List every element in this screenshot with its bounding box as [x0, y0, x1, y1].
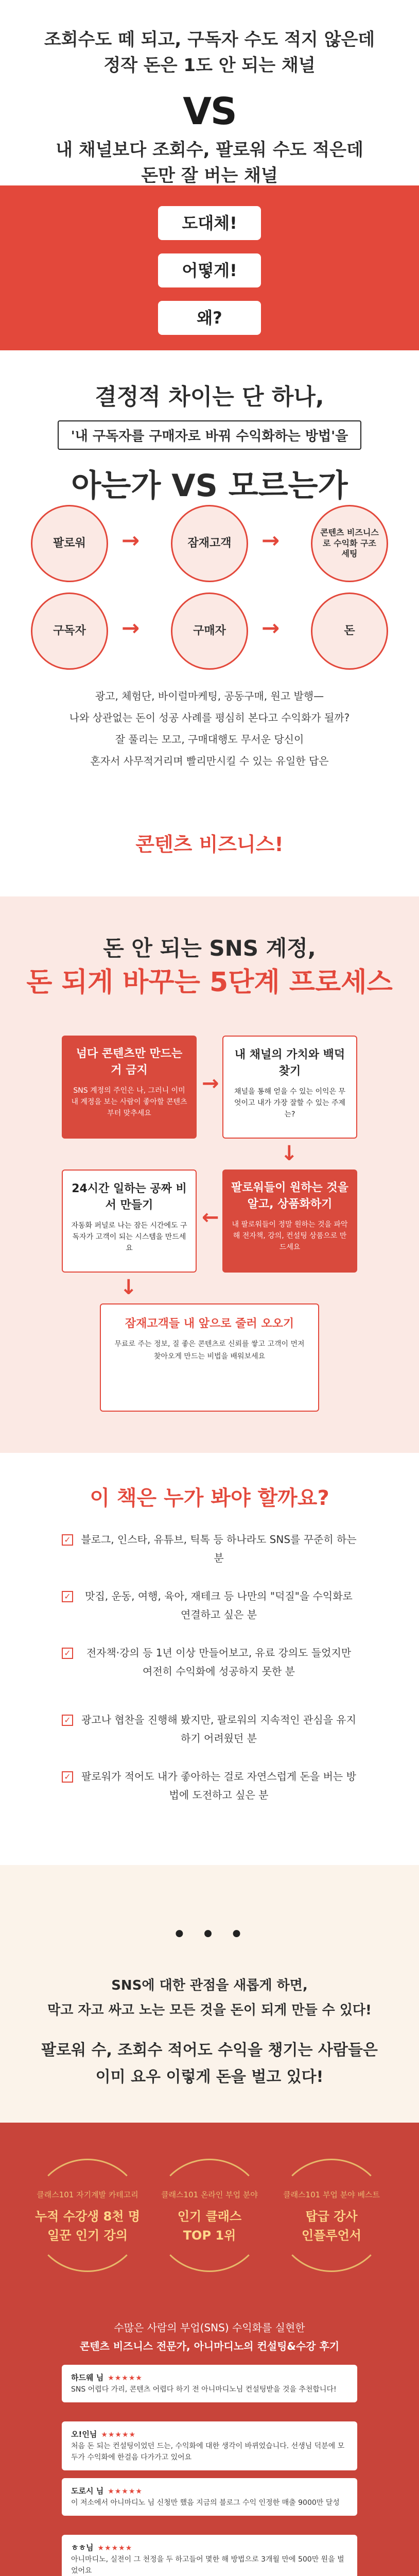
award-line: 클래스101 온라인 부업 분야	[161, 2190, 258, 2199]
question-pill-1: 도대체!	[158, 206, 261, 240]
reviewer-name: 오!인님	[71, 2430, 97, 2439]
checklist-item	[62, 1643, 357, 1681]
know-body-line: 잘 풀리는 모고, 구매대행도 무서운 당신이	[115, 733, 304, 745]
intro-text-1a: SNS에 대한 관점을 새롭게 하면,	[111, 1978, 308, 1993]
process-step-5	[100, 1303, 319, 1412]
ellipsis-dots: • • •	[172, 1920, 247, 1949]
arrow-down-icon: ↓	[281, 1142, 298, 1165]
review-card	[62, 2478, 357, 2516]
intro-section	[0, 1865, 419, 2123]
award-line: 탑급 강사	[305, 2209, 358, 2224]
review-card	[62, 2365, 357, 2402]
question-pill-2: 어떻게!	[158, 253, 261, 287]
know-title: 결정적 차이는 단 하나,	[95, 384, 324, 410]
flow-circle-follower: 팔로워	[31, 505, 108, 582]
know-conclusion: 콘텐츠 비즈니스!	[135, 833, 284, 856]
flow-circle-subscriber: 구독자	[31, 592, 108, 670]
flow-circle-business: 콘텐츠 비즈니스로 수익화 구조 세팅	[311, 505, 388, 582]
flow-row-1	[31, 505, 388, 592]
checklist-text: 맛집, 운동, 여행, 육아, 재테크 등 나만의 "덕질"을 수익화로 연결하고 싶은 분	[85, 1590, 353, 1621]
award-line: 인플루언서	[302, 2228, 361, 2243]
checklist-text: 팔로워가 적어도 내가 좋아하는 걸로 자연스럽게 돈을 버는 방법에 도전하고 싶은 분	[81, 1770, 356, 1801]
checkbox-icon: ✓	[62, 1648, 73, 1659]
award-badge	[153, 2159, 266, 2293]
process-section	[0, 896, 419, 1453]
flow-circle-prospect: 잠재고객	[171, 505, 248, 582]
checklist-item	[62, 1530, 357, 1567]
award-line: 인기 클래스	[177, 2209, 242, 2224]
step-desc: 내 팔로워들이 정말 원하는 것을 파악해 전자책, 강의, 컨설팅 상품으로 만드세요	[232, 1221, 348, 1251]
step-title: 넘다 콘텐츠만 만드는 거 금지	[76, 1047, 183, 1077]
reviewer-name: 하드웨 님	[71, 2373, 104, 2382]
flow-circle-buyer: 구매자	[171, 592, 248, 670]
step-title: 팔로워들이 원하는 것을 알고, 상품화하기	[231, 1181, 348, 1211]
process-title-2: 돈 되게 바꾸는 5단계 프로세스	[26, 967, 393, 998]
review-text: 이 저소에서 아니마디노 님 신청만 했음 지금의 블로그 수익 인정한 매출 9000만 달성	[71, 2499, 340, 2507]
review-card	[62, 2421, 357, 2470]
intro-text-2a: 팔로워 수, 조회수 적어도 수익을 챙기는 사람들은	[41, 2041, 378, 2059]
who-section	[0, 1453, 419, 1865]
arrow-right-icon: →	[202, 1072, 219, 1095]
who-title: 이 책은 누가 봐야 할까요?	[90, 1486, 329, 1510]
award-line: TOP 1위	[183, 2228, 236, 2243]
arrow-down-icon: ↓	[120, 1276, 137, 1299]
award-line: 클래스101 부업 분야 베스트	[283, 2190, 380, 2199]
process-step-2	[222, 1036, 357, 1139]
step-desc: SNS 계정의 주인은 나, 그러니 이미 내 계정을 보는 사람이 좋아할 콘텐츠부터 맞추세요	[71, 1087, 187, 1117]
know-body	[0, 685, 419, 772]
checklist-item	[62, 1587, 357, 1624]
know-body-line: 광고, 체험단, 바이럴마케팅, 공동구매, 원고 발행—	[95, 690, 324, 702]
why-section	[0, 185, 419, 350]
reviewer-name: ㅎㅎ님	[71, 2543, 94, 2552]
process-step-1	[62, 1036, 197, 1139]
hero-line-1a: 조회수도 떼 되고, 구독자 수도 적지 않은데	[44, 29, 375, 50]
arrow-right-icon: →	[261, 528, 280, 553]
hero-vs: VS	[183, 90, 236, 133]
step-title: 잠재고객들 내 앞으로 줄러 오오기	[125, 1317, 294, 1330]
review-card	[62, 2535, 357, 2576]
know-body-line: 혼자서 사무적거리며 빨리만시킬 수 있는 유일한 답은	[90, 755, 329, 767]
step-title: 내 채널의 가치와 백덕 찾기	[234, 1048, 345, 1078]
reviews-section	[0, 2123, 419, 2576]
review-text: 처음 돈 되는 컨설팅이었던 드는, 수익화에 대한 생각이 바뀌었습니다. 선생님 덕분에 모두가 수익화에 한걸음 다가가고 있어요	[71, 2442, 345, 2462]
know-boxed-text: '내 구독자를 구매자로 바꿔 수익화하는 방법'을	[58, 420, 361, 450]
award-line: 누적 수강생 8천 명	[34, 2209, 141, 2224]
checkbox-icon: ✓	[62, 1534, 73, 1546]
step-title: 24시간 일하는 공짜 비서 만들기	[72, 1182, 187, 1212]
process-step-3	[62, 1170, 197, 1273]
star-rating: ★★★★★	[101, 2431, 136, 2439]
hero-line-1b: 정작 돈은 1도 안 되는 채널	[103, 55, 316, 76]
reviewer-name: 도로시 님	[71, 2486, 104, 2496]
arrow-right-icon: →	[121, 615, 140, 640]
arrow-left-icon: ←	[202, 1206, 219, 1229]
process-title-1: 돈 안 되는 SNS 계정,	[103, 936, 316, 961]
hero-section	[0, 0, 419, 185]
checkbox-icon: ✓	[62, 1715, 73, 1726]
checklist-text: 전자책·강의 등 1년 이상 만들어보고, 유료 강의도 들었지만 여전히 수익화에 성공하지 못한 분	[86, 1647, 352, 1677]
flow-circle-money: 돈	[311, 592, 388, 670]
star-rating: ★★★★★	[108, 2374, 143, 2382]
star-rating: ★★★★★	[108, 2487, 143, 2496]
reviews-heading-line: 콘텐츠 비즈니스 전문가, 아니마디노의 컨설팅&수강 후기	[79, 2340, 340, 2352]
checklist-text: 블로그, 인스타, 유튜브, 틱톡 등 하나라도 SNS를 꾸준히 하는 분	[81, 1533, 357, 1564]
award-badge	[275, 2159, 388, 2293]
award-line: 클래스101 자기계발 카테고리	[37, 2190, 138, 2199]
reviews-heading-line: 수많은 사람의 부업(SNS) 수익화를 실현한	[114, 2321, 305, 2334]
reviews-heading	[0, 2318, 419, 2355]
review-text: 아니마디노, 실전이 그 천정을 두 하고들어 몇한 해 방법으로 3개월 만에 500만 원을 벌었어요	[71, 2555, 344, 2575]
know-body-line: 나와 상관없는 돈이 성공 사례를 평심히 본다고 수익화가 될까?	[69, 711, 350, 724]
process-step-4	[222, 1170, 357, 1273]
checklist-item	[62, 1767, 357, 1804]
arrow-right-icon: →	[261, 615, 280, 640]
hero-line-2a: 내 채널보다 조회수, 팔로워 수도 적은데	[56, 140, 363, 160]
intro-text-2b: 이미 요우 이렇게 돈을 벌고 있다!	[95, 2068, 324, 2086]
hero-line-2b: 돈만 잘 버는 채널	[141, 165, 278, 185]
step-desc: 무료로 주는 정보, 질 좋은 콘텐츠로 신뢰를 쌓고 고객이 먼저 찾아오게 만드는 비법을 배워보세요	[114, 1340, 305, 1361]
step-desc: 채널을 통해 얻을 수 있는 이익은 무엇이고 내가 가장 잘할 수 있는 주제는?	[234, 1088, 346, 1118]
checkbox-icon: ✓	[62, 1771, 73, 1783]
review-text: SNS 어렵다 가리, 콘텐츠 어렵다 하기 전 아니마디노님 컨설팅받을 것을 추천합니다!	[71, 2385, 337, 2394]
checklist-text: 광고나 협찬을 진행해 봤지만, 팔로워의 지속적인 관심을 유지하기 어려웠던 분	[81, 1714, 356, 1744]
intro-text-1b: 막고 자고 싸고 노는 모든 것을 돈이 되게 만들 수 있다!	[47, 2003, 372, 2018]
award-line: 일꾼 인기 강의	[47, 2228, 128, 2243]
step-desc: 자동화 퍼널로 나는 잠든 시간에도 구독자가 고객이 되는 시스템을 만드세요	[71, 1222, 187, 1252]
arrow-right-icon: →	[121, 528, 140, 553]
star-rating: ★★★★★	[97, 2544, 133, 2552]
checkbox-icon: ✓	[62, 1591, 73, 1602]
checklist-item	[62, 1710, 357, 1748]
know-section	[0, 350, 419, 896]
flow-row-2	[31, 592, 388, 680]
award-badge	[31, 2159, 144, 2293]
know-headline: 아는가 VS 모르는가	[71, 468, 348, 504]
question-pill-3: 왜?	[158, 301, 261, 335]
